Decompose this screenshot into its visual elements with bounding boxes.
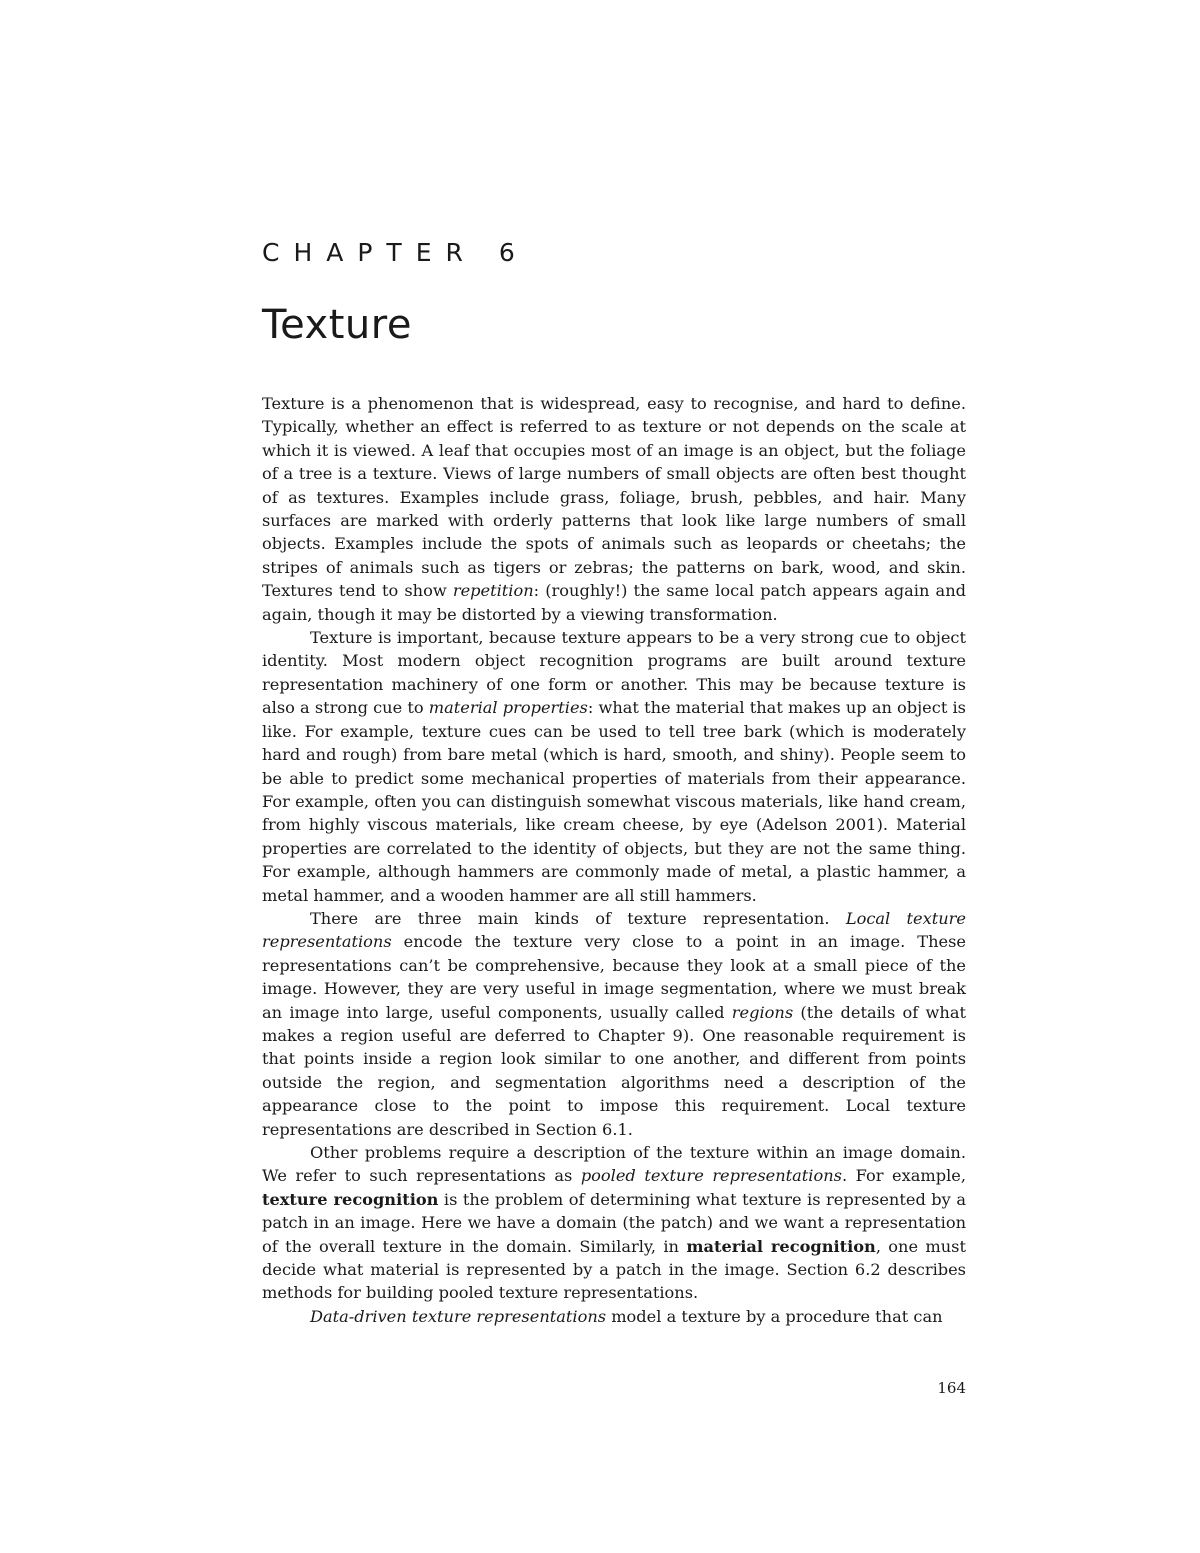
paragraph: [262, 392, 966, 626]
paragraph-text: . For example,: [841, 1166, 966, 1186]
paragraph-text: Texture is a phenomenon that is widespread, easy to recognise, and hard to define. Typically, whether an effect is referred to as texture or not depends on the scale at which it is viewed. A leaf that occupies most of an image is an object, but the foliage of a tree is a texture. Views of large numbers of small objects are often best thought of as textures. Examples include grass, foliage, brush, pebbles, and hair. Many surfaces are marked with orderly patterns that look like large numbers of small objects. Examples include the spots of animals such as leopards or cheetahs; the stripes of animals such as tigers or zebras; the patterns on bark, wood, and skin. Textures tend to show: [262, 394, 966, 601]
emphasized-term: regions: [731, 1002, 794, 1022]
chapter-title: Texture: [262, 302, 412, 348]
emphasized-term: material properties: [428, 698, 588, 718]
paragraph-text: Texture is important, because texture appears to be a very strong cue to object identity. Most modern object recognition programs are built around texture representation machinery of one form or another. This may be because texture is also a strong cue to: [262, 628, 966, 718]
paragraph-text: model a texture by a procedure that can: [606, 1306, 943, 1326]
chapter-label: CHAPTER 6: [262, 238, 529, 267]
emphasized-term: repetition: [452, 581, 534, 601]
paragraph-text: Other problems require a description of the texture within an image domain. We refer to such representations as: [262, 1143, 966, 1186]
paragraph-text: : (roughly!) the same local patch appears again and again, though it may be distorted by a viewing transformation.: [262, 581, 966, 624]
emphasized-term: Local texture representations: [262, 908, 966, 952]
paragraph-text: There are three main kinds of texture representation.: [310, 908, 846, 928]
bold-term: texture recognition: [262, 1189, 439, 1209]
paragraph: [262, 1141, 966, 1305]
paragraph-text: (the details of what makes a region useful are deferred to Chapter 9). One reasonable requirement is that points inside a region look similar to one another, and different from points outside the region, and segmentation algorithms need a description of the appearance close to the point to impose this requirement. Local texture representations are described in Section 6.1.: [262, 1002, 966, 1139]
paragraph: [262, 1305, 966, 1328]
bold-term: material recognition: [686, 1236, 876, 1256]
paragraph-text: encode the texture very close to a point in an image. These representations can’t be comprehensive, because they look at a small piece of the image. However, they are very useful in image segmentation, where we must break an image into large, useful components, usually called: [262, 932, 966, 1022]
paragraph: [262, 907, 966, 1141]
emphasized-term: Data-driven texture representations: [310, 1306, 607, 1326]
paragraph-text: , one must decide what material is represented by a patch in the image. Section 6.2 describes methods for building pooled texture representations.: [262, 1236, 966, 1303]
page-number: 164: [937, 1379, 966, 1397]
body-text: [262, 392, 966, 1328]
paragraph-text: : what the material that makes up an object is like. For example, texture cues can be used to tell tree bark (which is moderately hard and rough) from bare metal (which is hard, smooth, and shiny). People seem to be able to predict some mechanical properties of materials from their appearance. For example, often you can distinguish somewhat viscous materials, like hand cream, from highly viscous materials, like cream cheese, by eye (Adelson 2001). Material properties are correlated to the identity of objects, but they are not the same thing. For example, although hammers are commonly made of metal, a plastic hammer, a metal hammer, and a wooden hammer are all still hammers.: [262, 698, 966, 905]
paragraph-text: is the problem of determining what texture is represented by a patch in an image. Here we have a domain (the patch) and we want a representation of the overall texture in the domain. Similarly, in: [262, 1189, 966, 1256]
emphasized-term: pooled texture representations: [580, 1166, 842, 1186]
paragraph: [262, 626, 966, 907]
